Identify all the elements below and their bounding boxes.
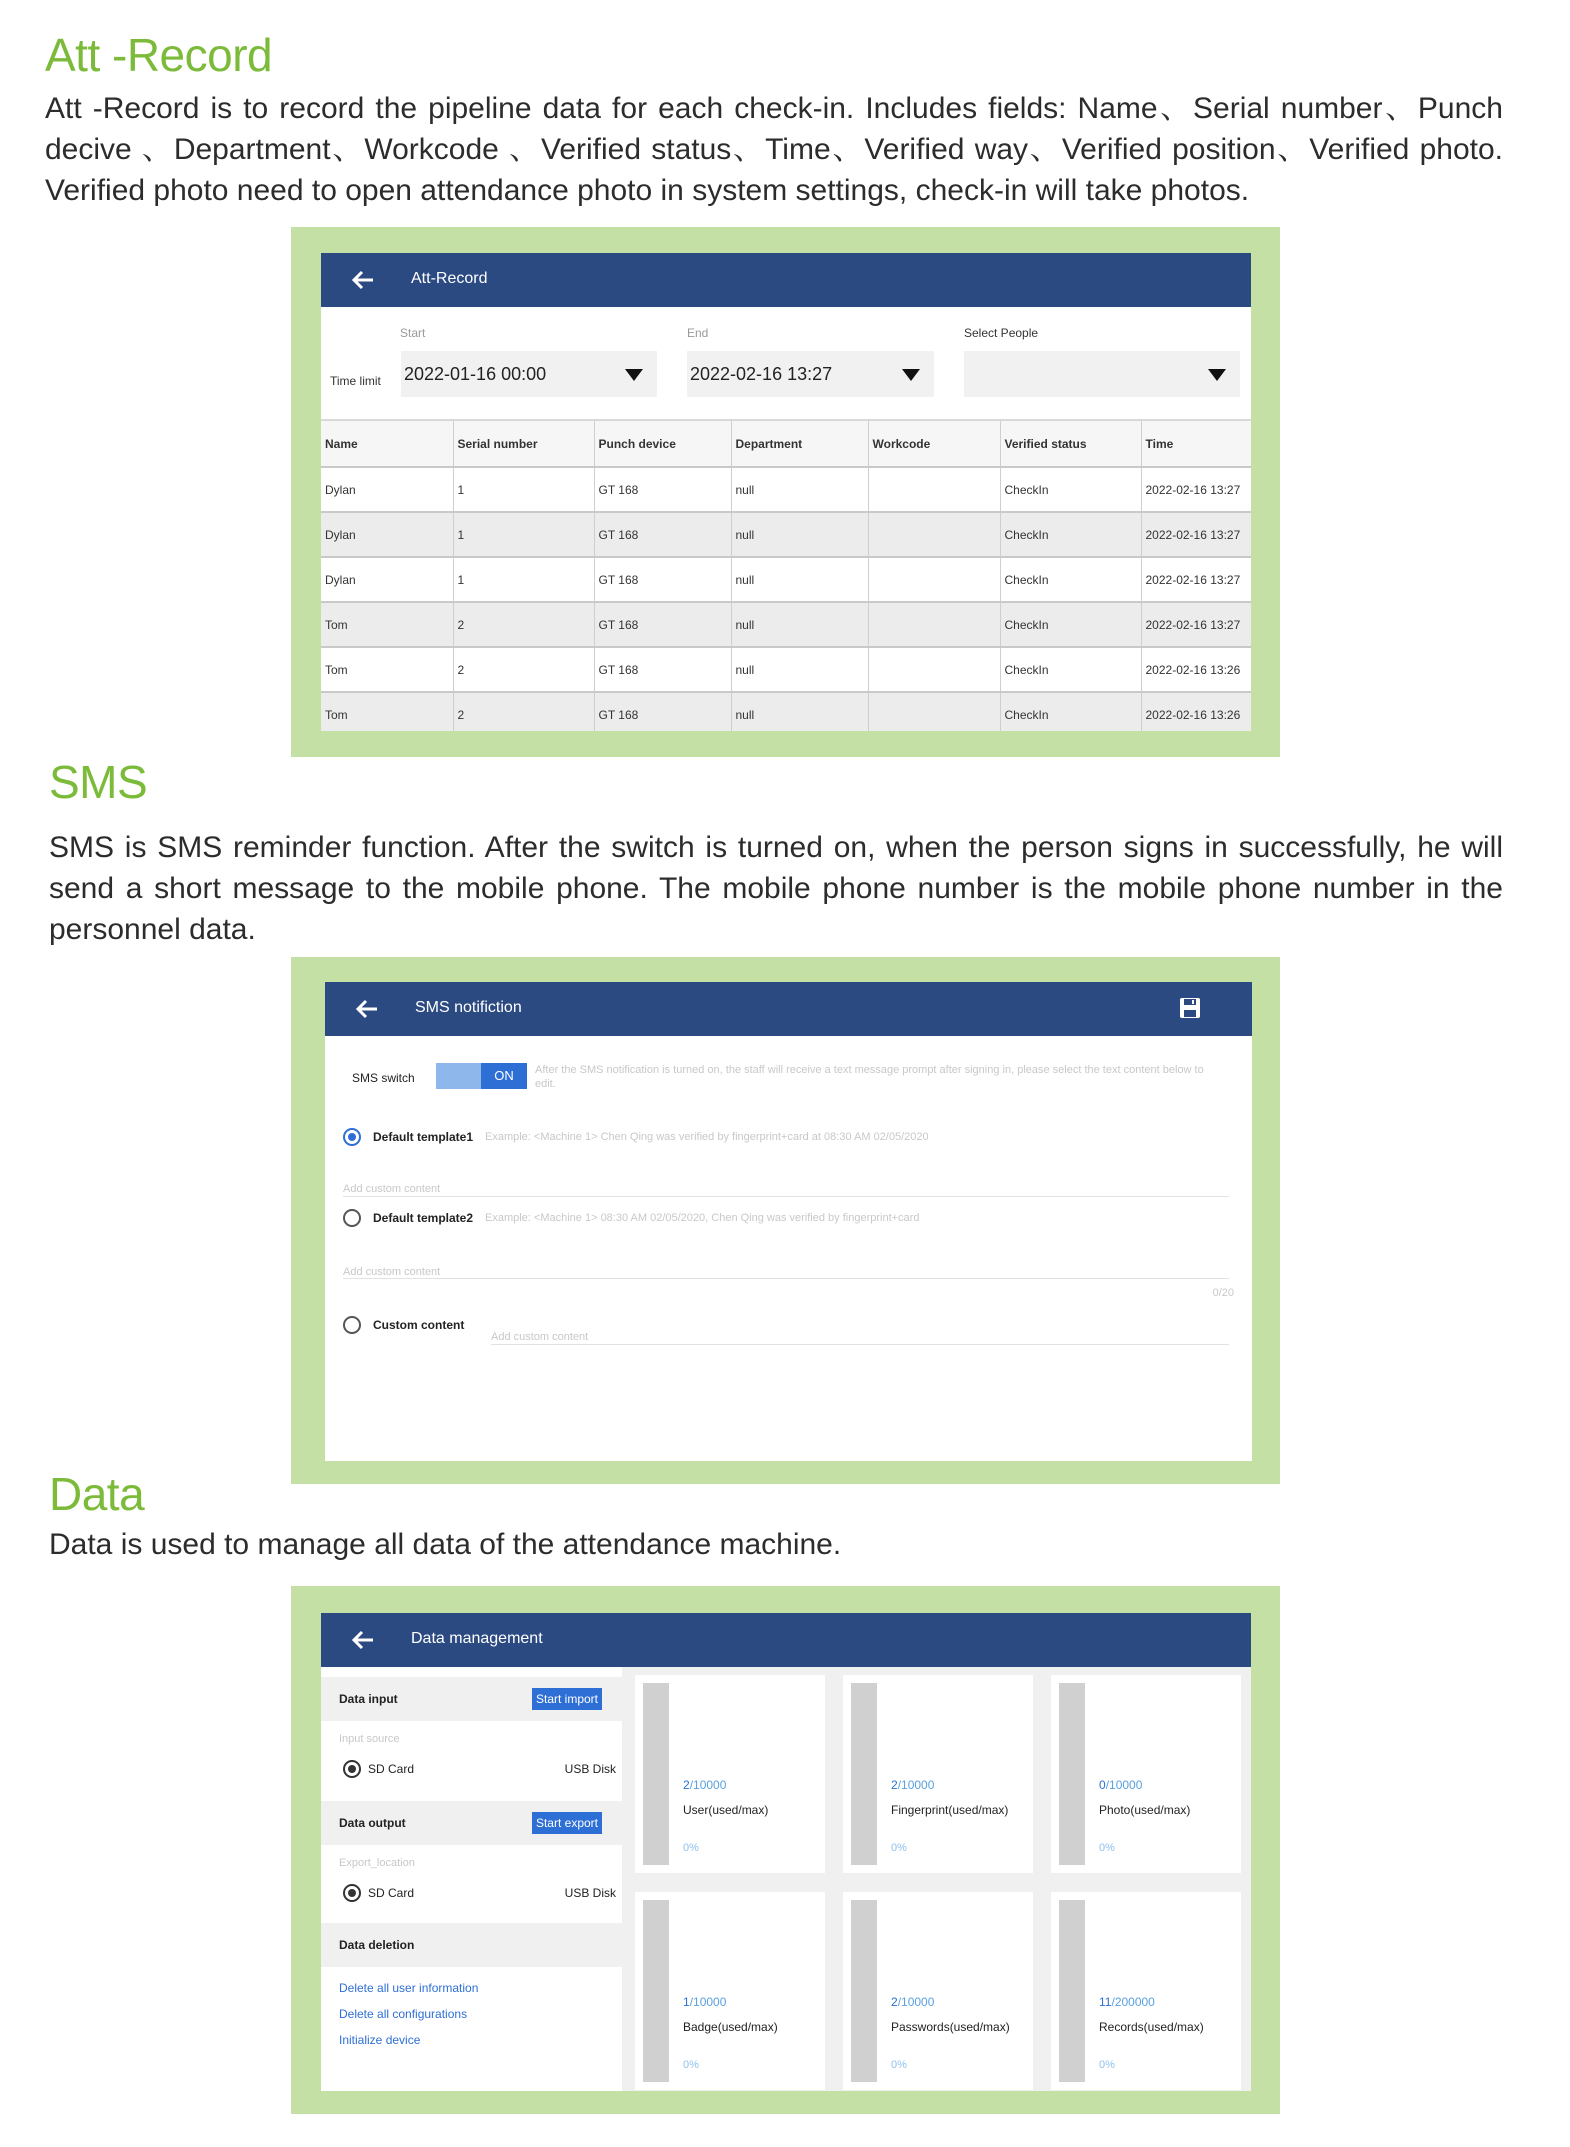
stat-percent: 0% [891,1842,907,1854]
table-cell: 2022-02-16 13:27 [1141,467,1251,512]
max-value: 10000 [901,1778,935,1792]
table-cell: CheckIn [1000,557,1141,602]
table-cell: null [731,647,868,692]
table-cell: null [731,692,868,731]
data-appbar [321,1613,1251,1667]
table-cell: GT 168 [594,647,731,692]
table-cell: 1 [453,512,594,557]
table-row[interactable] [321,602,1251,647]
table-cell: 2 [453,692,594,731]
sms-heading: SMS [49,756,148,808]
save-icon[interactable] [1178,996,1202,1020]
table-row[interactable] [321,512,1251,557]
stat-label: Fingerprint(used/max) [891,1803,1009,1817]
table-cell: Dylan [321,467,453,512]
data-heading: Data [49,1468,145,1520]
stat-percent: 0% [1099,2059,1115,2071]
separator: / [1111,1995,1115,2009]
table-cell: null [731,557,868,602]
back-arrow-icon[interactable] [349,266,377,294]
table-cell: GT 168 [594,602,731,647]
column-header: Punch device [594,420,731,467]
data-output-section [321,1801,622,1845]
custom-content-underline [491,1344,1229,1345]
table-header-row [321,420,1251,467]
usage-count [891,1778,934,1792]
column-header: Serial number [453,420,594,467]
end-date-value: 2022-02-16 13:27 [690,364,833,384]
data-screenshot-frame [291,1586,1280,2114]
stat-card [1051,1675,1241,1873]
column-header: Department [731,420,868,467]
usage-count [683,1995,726,2009]
table-cell: Dylan [321,557,453,602]
sms-hint: After the SMS notification is turned on, the staff will receive a text message prompt after signing in, please select the text content below to edit. [535,1064,1204,1090]
data-description: Data is used to manage all data of the attendance machine. [49,1528,842,1561]
input-usb-disk-label[interactable]: USB Disk [564,1762,616,1776]
stat-percent: 0% [683,2059,699,2071]
table-cell: null [731,512,868,557]
sms-switch-toggle[interactable] [436,1063,527,1089]
used-value: 11 [1099,1995,1112,2009]
table-cell: CheckIn [1000,602,1141,647]
export-location-label: Export_location [339,1857,415,1869]
initialize-device-link[interactable]: Initialize device [339,2033,421,2047]
table-cell: CheckIn [1000,512,1141,557]
start-export-button[interactable]: Start export [532,1812,602,1834]
delete-all-configurations-link[interactable]: Delete all configurations [339,2007,468,2021]
table-cell: 1 [453,467,594,512]
separator: / [897,1995,902,2009]
table-cell: Tom [321,602,453,647]
template1-custom-placeholder[interactable]: Add custom content [343,1183,441,1195]
stat-card [843,1892,1033,2090]
used-value: 0 [1099,1778,1106,1792]
stat-label: Badge(used/max) [683,2020,778,2034]
delete-all-users-link[interactable]: Delete all user information [339,1981,479,1995]
data-title: Data management [411,1630,543,1647]
max-value: 10000 [1109,1778,1143,1792]
select-people-label: Select People [964,326,1039,340]
column-header: Name [321,420,453,467]
table-cell: 2022-02-16 13:27 [1141,557,1251,602]
template2-radio[interactable] [343,1209,361,1227]
sms-switch-state: ON [481,1063,527,1089]
table-cell: 2022-02-16 13:26 [1141,692,1251,731]
time-limit-label: Time limit [330,374,381,388]
usage-count [683,1778,726,1792]
usage-count [1099,1995,1155,2009]
table-cell: null [731,602,868,647]
end-date-dropdown[interactable] [687,351,934,397]
stat-percent: 0% [891,2059,907,2071]
output-sd-card-label: SD Card [368,1886,415,1900]
column-header: Time [1141,420,1251,467]
table-row[interactable] [321,692,1251,731]
separator: / [689,1995,694,2009]
max-value: 10000 [693,1778,727,1792]
table-cell: 2022-02-16 13:26 [1141,647,1251,692]
usage-count [891,1995,934,2009]
max-value: 10000 [901,1995,935,2009]
used-value: 2 [891,1778,898,1792]
stat-label: User(used/max) [683,1803,769,1817]
table-cell: Tom [321,647,453,692]
usage-bar [1059,1683,1085,1865]
stat-label: Photo(used/max) [1099,1803,1191,1817]
used-value: 2 [891,1995,898,2009]
data-screen [321,1613,1251,2091]
start-import-button[interactable]: Start import [532,1688,602,1710]
custom-content-input[interactable]: Add custom content [491,1331,589,1343]
max-value: 10000 [693,1995,727,2009]
data-deletion-title: Data deletion [339,1938,415,1952]
custom-content-radio[interactable] [343,1316,361,1334]
att-record-title: Att-Record [411,270,488,287]
usage-bar [1059,1900,1085,2082]
att-record-description: Att -Record is to record the pipeline data for each check-in. Includes fields: Name、Serial number、Punch decive 、Department、Workcode 、Verified status、Time、Verified way、Verified position、Verified photo. Verified photo need to open attendance photo in system settings, check-in will take photos. [45,92,1503,207]
usage-bar [851,1683,877,1865]
stat-card [635,1892,825,2090]
template2-underline [343,1278,1229,1279]
table-row[interactable] [321,557,1251,602]
template2-example: Example: <Machine 1> 08:30 AM 02/05/2020, Chen Qing was verified by fingerprint+card [485,1212,920,1224]
table-cell: GT 168 [594,692,731,731]
stat-card [1051,1892,1241,2090]
start-label: Start [400,326,426,340]
table-cell [868,602,1000,647]
used-value: 1 [683,1995,690,2009]
table-cell [868,467,1000,512]
table-cell: CheckIn [1000,467,1141,512]
att-record-table [321,419,1251,731]
input-sd-card-radio[interactable] [343,1760,361,1778]
table-cell: CheckIn [1000,647,1141,692]
sms-screenshot-frame [291,957,1280,1484]
sms-title: SMS notifiction [415,999,522,1016]
table-cell: GT 168 [594,467,731,512]
column-header: Workcode [868,420,1000,467]
template1-underline [343,1196,1229,1197]
sms-appbar [325,982,1252,1036]
start-date-value: 2022-01-16 00:00 [404,364,547,384]
chevron-down-icon [1208,369,1226,381]
table-row[interactable] [321,647,1251,692]
table-cell: 2022-02-16 13:27 [1141,512,1251,557]
table-cell [868,557,1000,602]
template2-custom-placeholder[interactable]: Add custom content [343,1266,441,1278]
data-input-title: Data input [339,1692,398,1706]
custom-content-label: Custom content [373,1318,465,1332]
separator: / [1105,1778,1110,1792]
used-value: 2 [683,1778,690,1792]
table-cell: GT 168 [594,557,731,602]
table-cell: Tom [321,692,453,731]
template1-example: Example: <Machine 1> Chen Qing was verified by fingerprint+card at 08:30 AM 02/05/2020 [485,1131,929,1143]
att-record-heading: Att -Record [45,29,273,81]
table-cell: Dylan [321,512,453,557]
att-record-appbar [321,253,1251,307]
data-input-section [321,1677,622,1721]
start-date-dropdown[interactable] [401,351,657,397]
stat-label: Passwords(used/max) [891,2020,1010,2034]
stat-card [843,1675,1033,1873]
stat-percent: 0% [683,1842,699,1854]
select-people-dropdown[interactable] [964,351,1240,397]
template2-label: Default template2 [373,1211,474,1225]
sms-switch-label: SMS switch [352,1071,415,1085]
usage-count [1099,1778,1142,1792]
template1-label: Default template1 [373,1130,474,1144]
sms-screen [325,982,1252,1461]
table-cell: CheckIn [1000,692,1141,731]
sms-description: SMS is SMS reminder function. After the switch is turned on, when the person signs in successfully, he will send a short message to the mobile phone. The mobile phone number is the mobile phone number in the personnel data. [49,831,1503,946]
table-cell: 2 [453,647,594,692]
output-usb-disk-label[interactable]: USB Disk [564,1886,616,1900]
separator: / [689,1778,694,1792]
chevron-down-icon [625,369,643,381]
chevron-down-icon [902,369,920,381]
back-arrow-icon[interactable] [353,995,381,1023]
data-left-panel [321,1667,622,2091]
table-cell: null [731,467,868,512]
usage-bar [851,1900,877,2082]
table-row[interactable] [321,467,1251,512]
stat-label: Records(used/max) [1099,2020,1204,2034]
table-cell [868,512,1000,557]
template1-radio[interactable] [343,1128,361,1146]
end-label: End [687,326,709,340]
max-value: 200000 [1114,1995,1155,2009]
separator: / [897,1778,902,1792]
table-cell: 1 [453,557,594,602]
input-source-label: Input source [339,1733,400,1745]
att-record-screen [321,253,1251,731]
character-counter: 0/20 [1212,1287,1234,1299]
att-record-screenshot-frame [291,227,1280,757]
table-cell [868,647,1000,692]
back-arrow-icon[interactable] [349,1626,377,1654]
stat-percent: 0% [1099,1842,1115,1854]
table-cell [868,692,1000,731]
stat-card [635,1675,825,1873]
table-cell: 2 [453,602,594,647]
table-cell: GT 168 [594,512,731,557]
usage-bar [643,1900,669,2082]
output-sd-card-radio[interactable] [343,1884,361,1902]
usage-bar [643,1683,669,1865]
input-sd-card-label: SD Card [368,1762,415,1776]
data-deletion-section [321,1923,622,1967]
table-cell: 2022-02-16 13:27 [1141,602,1251,647]
data-output-title: Data output [339,1816,406,1830]
column-header: Verified status [1000,420,1141,467]
